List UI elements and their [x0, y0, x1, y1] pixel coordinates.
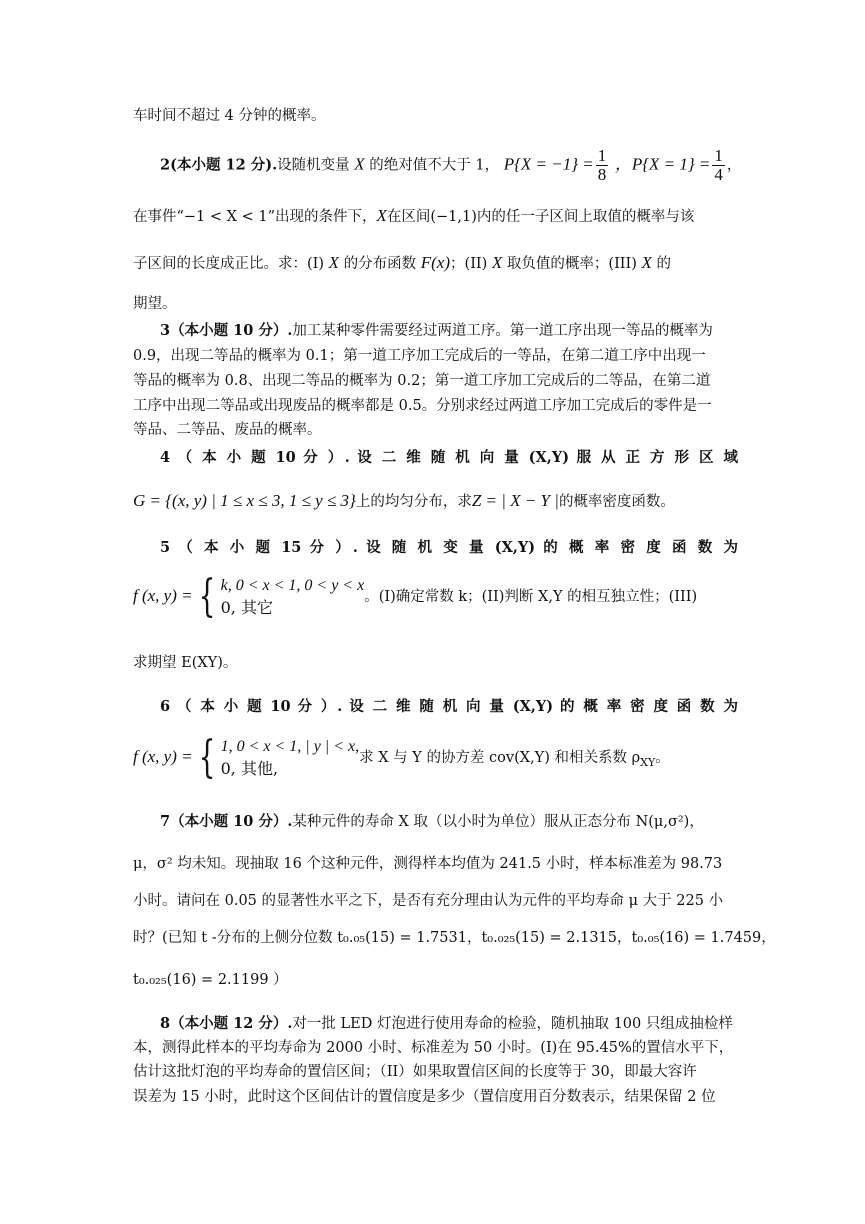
question-7-line-1: 7（本小题 10 分）.某种元件的寿命 X 取（以小时为单位）服从正态分布 N(μ,σ²)， [160, 813, 704, 830]
question-3-line-1: 3（本小题 10 分）.加工某种零件需要经过两道工序。第一道工序出现一等品的概率为 [160, 322, 713, 339]
question-8-line-2: 本，测得此样本的平均寿命为 2000 小时、标准差为 50 小时。(I)在 95.45%的置信水平下， [133, 1040, 734, 1056]
question-2-line-1: 2(本小题 12 分).设随机变量 X 的绝对值不大于 1， P{X = −1} = $\frac{1}{8}$ ，P{X = 1} = $\frac{1}{4}$ ， [160, 146, 742, 184]
question-3-line-5: 等品、二等品、废品的概率。 [133, 422, 322, 438]
question-7-line-4: 时？(已知 t -分布的上侧分位数 t₀.₀₅(15) = 1.7531，t₀.₀₂₅(15) = 2.1315，t₀.₀₅(16) = 1.7459， [133, 930, 776, 946]
question-2-line-2: 在事件“−1 < X < 1”出现的条件下，X在区间(−1,1)内的任一子区间上取值的概率与该 [133, 206, 695, 225]
question-2-line-4: 期望。 [133, 296, 177, 312]
question-8-line-3: 估计这批灯泡的平均寿命的置信区间；（II）如果取置信区间的长度等于 30，即最大容许 [133, 1064, 697, 1080]
question-7-line-3: 小时。请问在 0.05 的显著性水平之下，是否有充分理由认为元件的平均寿命 μ 大于 225 小 [133, 893, 724, 909]
question-5-line-2: f (x, y) = { k, 0 < x < 1, 0 < y < x 0, 其它 。(I)确定常数 k；(II)判断 X,Y 的相互独立性；(III) [133, 571, 698, 622]
question-5-line-1: 5 （ 本 小 题 15 分 ）. 设 随 机 变 量 (X,Y) 的 概 率 密 度 函 数 为 [160, 539, 738, 556]
question-3-line-4: 工序中出现二等品或出现废品的概率都是 0.5。分别求经过两道工序加工完成后的零件是一 [133, 398, 712, 414]
question-3-line-2: 0.9，出现二等品的概率为 0.1；第一道工序加工完成后的一等品，在第二道工序中出现一 [133, 348, 706, 364]
question-8-line-1: 8（本小题 12 分）.对一批 LED 灯泡进行使用寿命的检验，随机抽取 100 只组成抽检样 [160, 1015, 733, 1032]
question-4-line-2: G = {(x, y) | 1 ≤ x ≤ 3, 1 ≤ y ≤ 3}上的均匀分布，求Z = | X − Y |的概率密度函数。 [133, 491, 675, 510]
question-8-line-4: 误差为 15 小时，此时这个区间估计的置信度是多少（置信度用百分数表示，结果保留 2 位 [133, 1089, 716, 1105]
question-6-line-1: 6 （ 本 小 题 10 分 ）. 设 二 维 随 机 向 量 (X,Y) 的 概 率 密 度 函 数 为 [160, 698, 738, 715]
question-7-line-2: μ，σ² 均未知。现抽取 16 个这种元件，测得样本均值为 241.5 小时，样本标准差为 98.73 [133, 856, 723, 872]
question-2-line-3: 子区间的长度成正比。求：(I) X 的分布函数 F(x)；(II) X 取负值的概率；(III) X 的 [133, 253, 672, 272]
text-line: 车时间不超过 4 分钟的概率。 [133, 108, 326, 124]
question-6-line-2: f (x, y) = { 1, 0 < x < 1, | y | < x, 0, 其他, 求 X 与 Y 的协方差 cov(X,Y) 和相关系数 $\rho_{XY}$。 [133, 732, 670, 783]
question-5-line-3: 求期望 E(XY)。 [133, 655, 238, 671]
question-4-line-1: 4 （ 本 小 题 10 分 ）. 设 二 维 随 机 向 量 (X,Y) 服 从 正 方 形 区 域 [160, 449, 738, 466]
question-3-line-3: 等品的概率为 0.8、出现二等品的概率为 0.2；第一道工序加工完成后的二等品，在第二道 [133, 373, 711, 389]
question-7-line-5: t₀.₀₂₅(16) = 2.1199 ） [133, 972, 288, 988]
